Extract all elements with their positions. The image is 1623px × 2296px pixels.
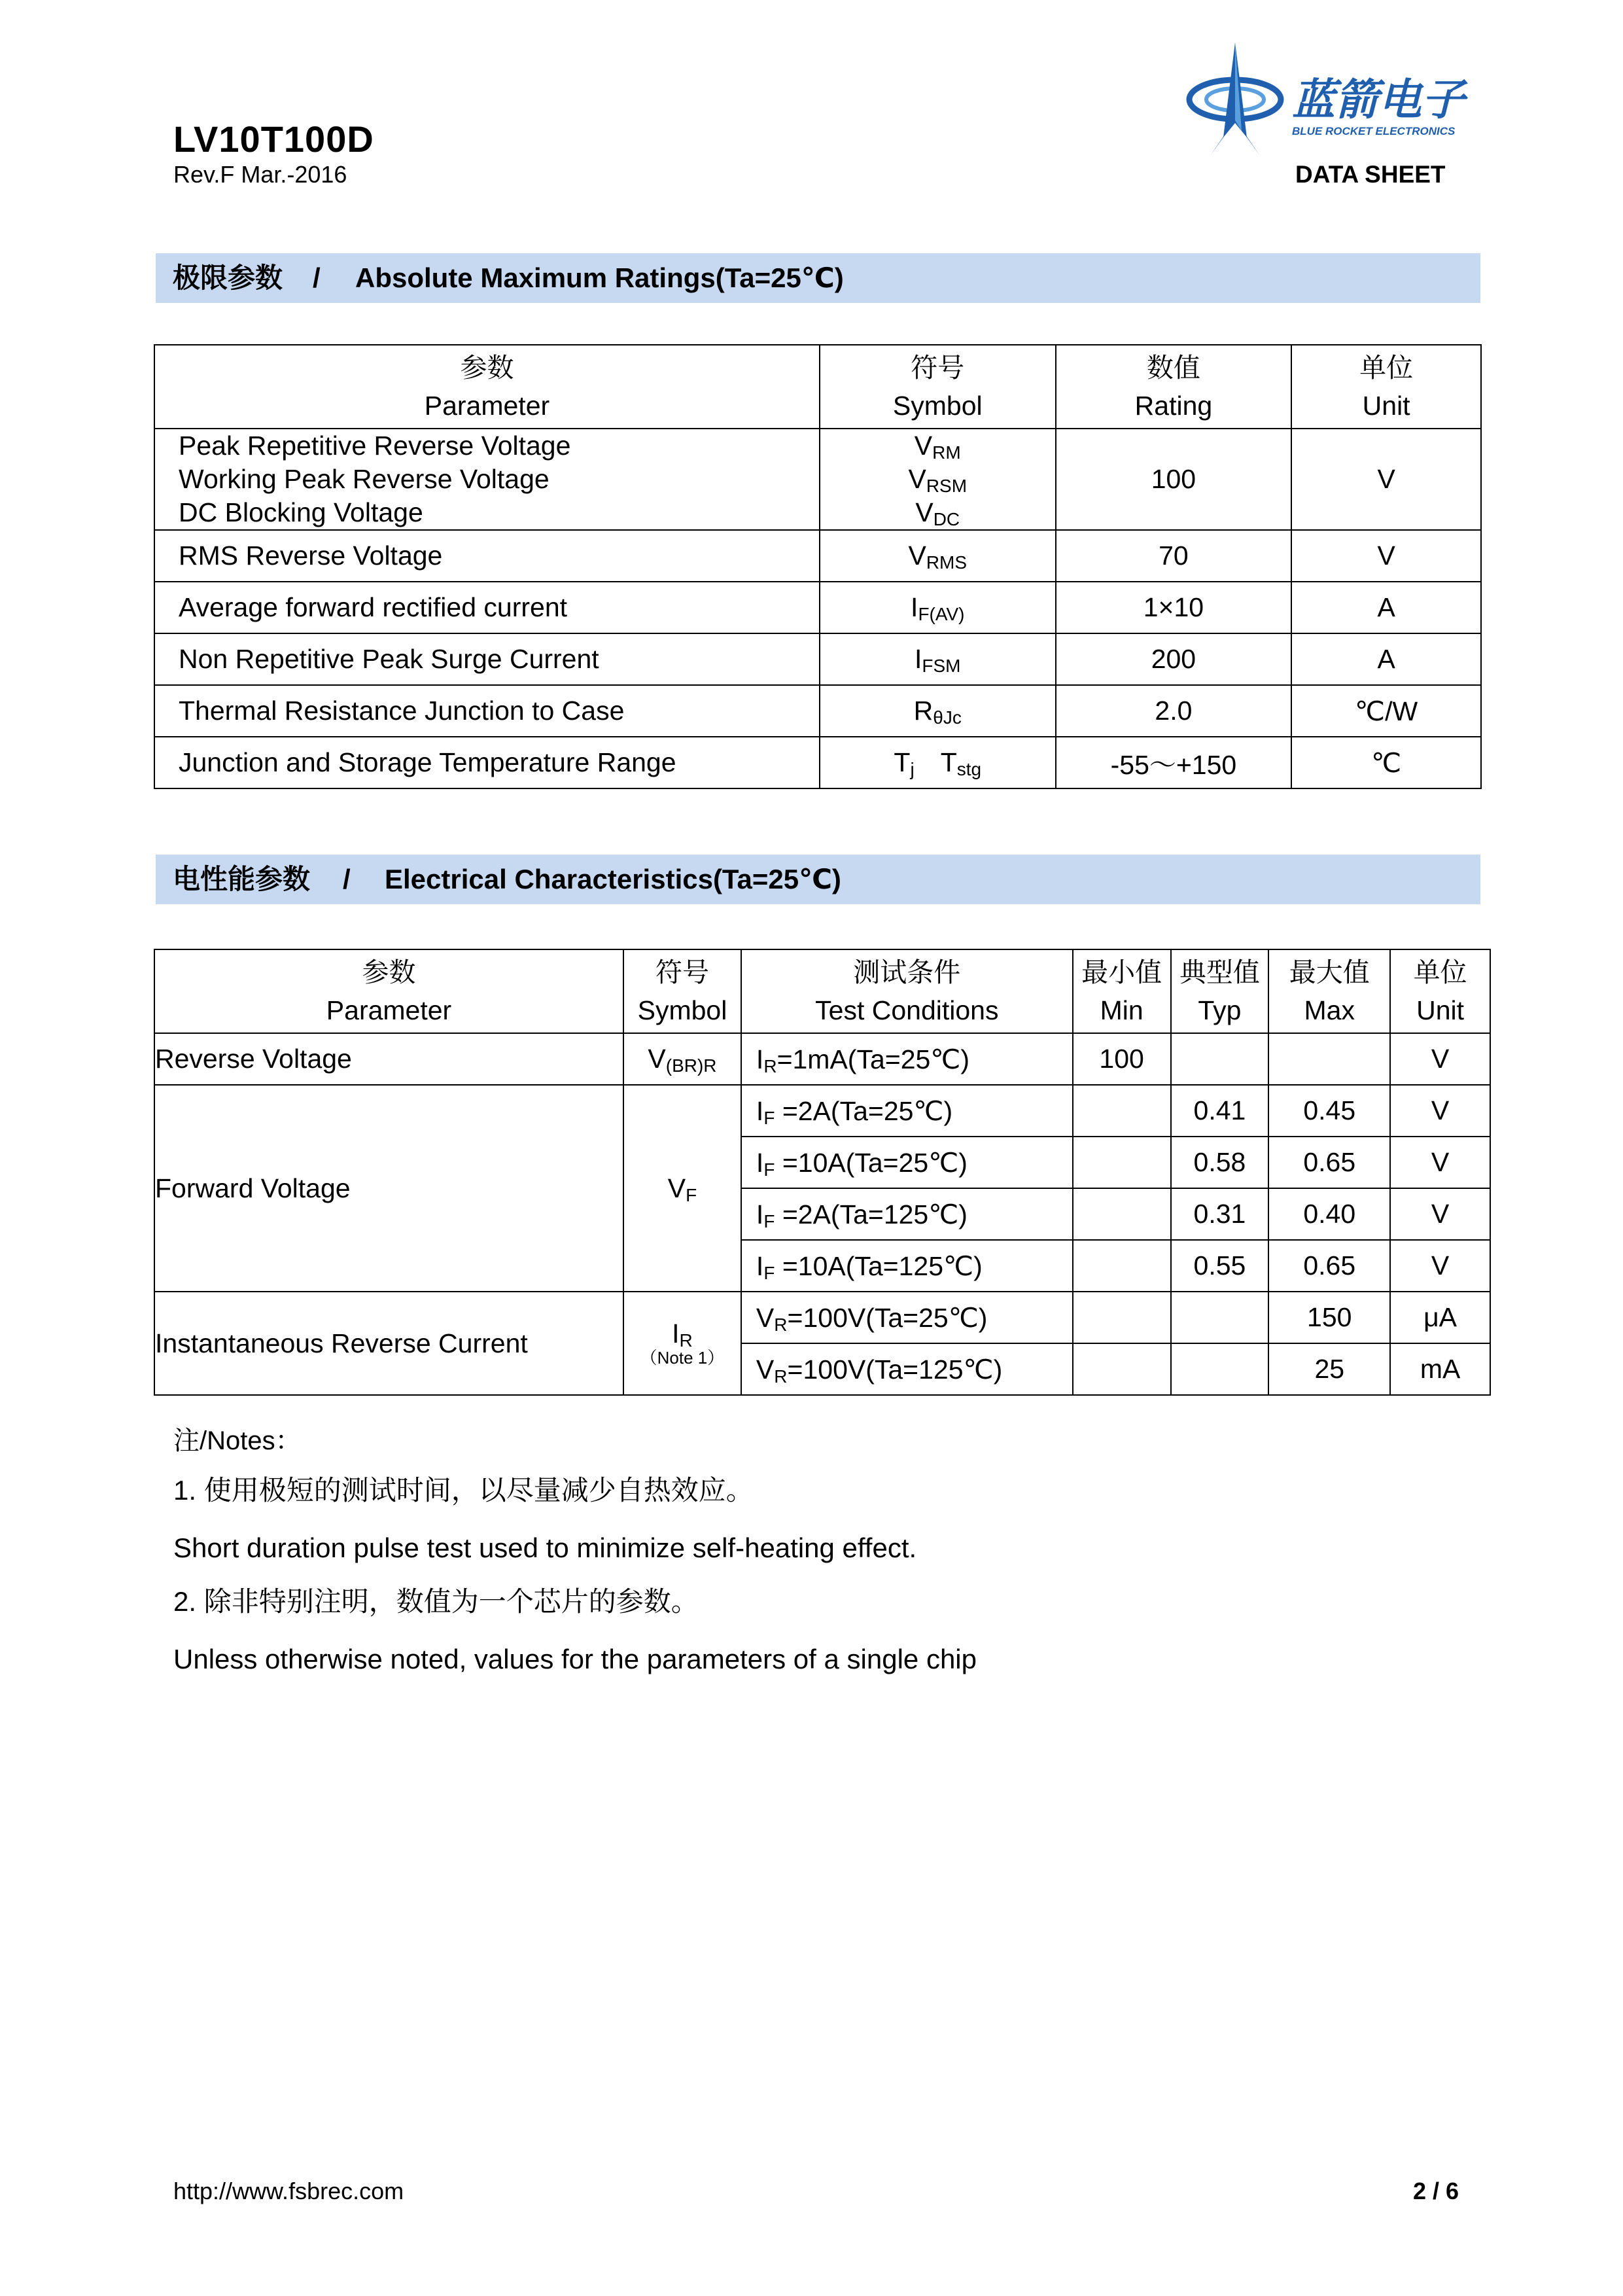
unit-cell: V bbox=[1291, 429, 1481, 530]
condition-cell: $I_F$ =2A(Ta=125℃) bbox=[741, 1188, 1073, 1240]
section-title-cn: 极限参数 bbox=[173, 262, 283, 293]
param-cell: Junction and Storage Temperature Range bbox=[154, 737, 820, 788]
unit-cell: V bbox=[1390, 1137, 1490, 1188]
max-cell: 0.45 bbox=[1268, 1085, 1390, 1137]
unit-cell: mA bbox=[1390, 1343, 1490, 1395]
symbol-cell: $V_{RMS}$ bbox=[820, 530, 1056, 582]
table-row bbox=[154, 429, 1481, 530]
unit-cell: ℃ bbox=[1291, 737, 1481, 788]
table-row bbox=[154, 737, 1481, 788]
section-electrical-characteristics bbox=[156, 855, 1480, 904]
company-logo bbox=[1184, 39, 1485, 164]
rating-cell: 200 bbox=[1056, 633, 1292, 685]
min-cell: 100 bbox=[1073, 1033, 1171, 1085]
typ-cell: 0.55 bbox=[1171, 1240, 1269, 1292]
unit-cell: A bbox=[1291, 582, 1481, 633]
condition-cell: $V_R=100V(Ta=125℃)$ bbox=[741, 1343, 1073, 1395]
max-cell: 150 bbox=[1268, 1292, 1390, 1343]
unit-cell: V bbox=[1390, 1085, 1490, 1137]
footer-url[interactable]: http://www.fsbrec.com bbox=[173, 2178, 404, 2204]
notes-title: 注/Notes： bbox=[173, 1426, 302, 1455]
logo-english-name: BLUE ROCKET ELECTRONICS bbox=[1292, 125, 1456, 137]
param-cell: Reverse Voltage bbox=[154, 1033, 623, 1085]
symbol-cell: $R_{\theta Jc}$ bbox=[820, 685, 1056, 737]
symbol-cell: $V_{(BR)R}$ bbox=[623, 1033, 741, 1085]
symbol-cell: $I_R$ （Note 1） bbox=[623, 1292, 741, 1395]
page-number: 2 / 6 bbox=[1413, 2178, 1459, 2204]
param-cell: Thermal Resistance Junction to Case bbox=[154, 685, 820, 737]
max-cell: 0.65 bbox=[1268, 1137, 1390, 1188]
typ-cell: 0.31 bbox=[1171, 1188, 1269, 1240]
param-cell: Instantaneous Reverse Current bbox=[154, 1292, 623, 1395]
revision: Rev.F Mar.-2016 bbox=[173, 161, 347, 188]
section-separator: / bbox=[313, 262, 321, 293]
unit-cell: μA bbox=[1390, 1292, 1490, 1343]
param-cell: Non Repetitive Peak Surge Current bbox=[154, 633, 820, 685]
unit-cell: V bbox=[1390, 1033, 1490, 1085]
rating-cell: 2.0 bbox=[1056, 685, 1292, 737]
unit-cell: A bbox=[1291, 633, 1481, 685]
max-cell: 0.65 bbox=[1268, 1240, 1390, 1292]
symbol-cell: $V_{RM}$ $V_{RSM}$ $V_{DC}$ bbox=[820, 429, 1056, 530]
header-parameter: 参数 Parameter bbox=[154, 345, 820, 429]
absolute-max-ratings-table bbox=[154, 344, 1482, 789]
table-header-row bbox=[154, 949, 1490, 1033]
table-header-row bbox=[154, 345, 1481, 429]
header-max: 最大值 Max bbox=[1268, 949, 1390, 1033]
table-row bbox=[154, 582, 1481, 633]
rating-cell: -55～+150 bbox=[1056, 737, 1292, 788]
table-row bbox=[154, 530, 1481, 582]
condition-cell: $I_F$ =10A(Ta=25℃) bbox=[741, 1137, 1073, 1188]
table-row bbox=[154, 1085, 1490, 1137]
min-cell bbox=[1073, 1292, 1171, 1343]
note-2-en: Unless otherwise noted, values for the parameters of a single chip bbox=[173, 1644, 977, 1674]
header-symbol: 符号 Symbol bbox=[820, 345, 1056, 429]
unit-cell: V bbox=[1291, 530, 1481, 582]
rocket-icon bbox=[1189, 43, 1281, 156]
header-typ: 典型值 Typ bbox=[1171, 949, 1269, 1033]
typ-cell: 0.58 bbox=[1171, 1137, 1269, 1188]
header-unit: 单位 Unit bbox=[1291, 345, 1481, 429]
note-reference: （Note 1） bbox=[640, 1348, 725, 1368]
doc-type: DATA SHEET bbox=[1295, 161, 1446, 188]
rating-cell: 1×10 bbox=[1056, 582, 1292, 633]
part-number: LV10T100D bbox=[173, 118, 374, 160]
symbol-cell: $T_j$ $T_{stg}$ bbox=[820, 737, 1056, 788]
symbol-cell: $I_{FSM}$ bbox=[820, 633, 1056, 685]
header-unit: 单位 Unit bbox=[1390, 949, 1490, 1033]
min-cell bbox=[1073, 1137, 1171, 1188]
table-row bbox=[154, 633, 1481, 685]
min-cell bbox=[1073, 1240, 1171, 1292]
min-cell bbox=[1073, 1343, 1171, 1395]
unit-cell: V bbox=[1390, 1188, 1490, 1240]
header-test-conditions: 测试条件 Test Conditions bbox=[741, 949, 1073, 1033]
note-2-cn: 2. 除非特别注明，数值为一个芯片的参数。 bbox=[173, 1586, 699, 1617]
unit-cell: ℃/W bbox=[1291, 685, 1481, 737]
param-cell: Forward Voltage bbox=[154, 1085, 623, 1292]
header-symbol: 符号 Symbol bbox=[623, 949, 741, 1033]
typ-cell bbox=[1171, 1033, 1269, 1085]
section-absolute-max-ratings bbox=[156, 253, 1480, 303]
min-cell bbox=[1073, 1188, 1171, 1240]
max-cell: 0.40 bbox=[1268, 1188, 1390, 1240]
header-rating: 数值 Rating bbox=[1056, 345, 1292, 429]
param-cell: Average forward rectified current bbox=[154, 582, 820, 633]
note-1-en: Short duration pulse test used to minimize self-heating effect. bbox=[173, 1532, 917, 1563]
symbol-cell: $V_F$ bbox=[623, 1085, 741, 1292]
condition-cell: $I_F$ =10A(Ta=125℃) bbox=[741, 1240, 1073, 1292]
condition-cell: $I_R=1mA(Ta=25℃)$ bbox=[741, 1033, 1073, 1085]
section-title-cn: 电性能参数 bbox=[173, 864, 311, 894]
header-parameter: 参数 Parameter bbox=[154, 949, 623, 1033]
condition-cell: $V_R=100V(Ta=25℃)$ bbox=[741, 1292, 1073, 1343]
max-cell: 25 bbox=[1268, 1343, 1390, 1395]
table-row bbox=[154, 685, 1481, 737]
typ-cell: 0.41 bbox=[1171, 1085, 1269, 1137]
symbol-cell: $I_{F(AV)}$ bbox=[820, 582, 1056, 633]
section-separator: / bbox=[343, 864, 351, 894]
param-cell: Peak Repetitive Reverse Voltage Working Peak Reverse Voltage DC Blocking Voltage bbox=[154, 429, 820, 530]
typ-cell bbox=[1171, 1292, 1269, 1343]
min-cell bbox=[1073, 1085, 1171, 1137]
section-title-en: Absolute Maximum Ratings(Ta=25℃) bbox=[355, 262, 844, 293]
unit-cell: V bbox=[1390, 1240, 1490, 1292]
rating-cell: 70 bbox=[1056, 530, 1292, 582]
param-cell: RMS Reverse Voltage bbox=[154, 530, 820, 582]
rating-cell: 100 bbox=[1056, 429, 1292, 530]
header-min: 最小值 Min bbox=[1073, 949, 1171, 1033]
table-row bbox=[154, 1292, 1490, 1343]
typ-cell bbox=[1171, 1343, 1269, 1395]
logo-chinese-name: 蓝箭电子 bbox=[1292, 75, 1465, 125]
section-title-en: Electrical Characteristics(Ta=25℃) bbox=[385, 864, 841, 894]
electrical-characteristics-table bbox=[154, 949, 1491, 1396]
note-1-cn: 1. 使用极短的测试时间，以尽量减少自热效应。 bbox=[173, 1475, 754, 1506]
max-cell bbox=[1268, 1033, 1390, 1085]
table-row bbox=[154, 1033, 1490, 1085]
condition-cell: $I_F$ =2A(Ta=25℃) bbox=[741, 1085, 1073, 1137]
